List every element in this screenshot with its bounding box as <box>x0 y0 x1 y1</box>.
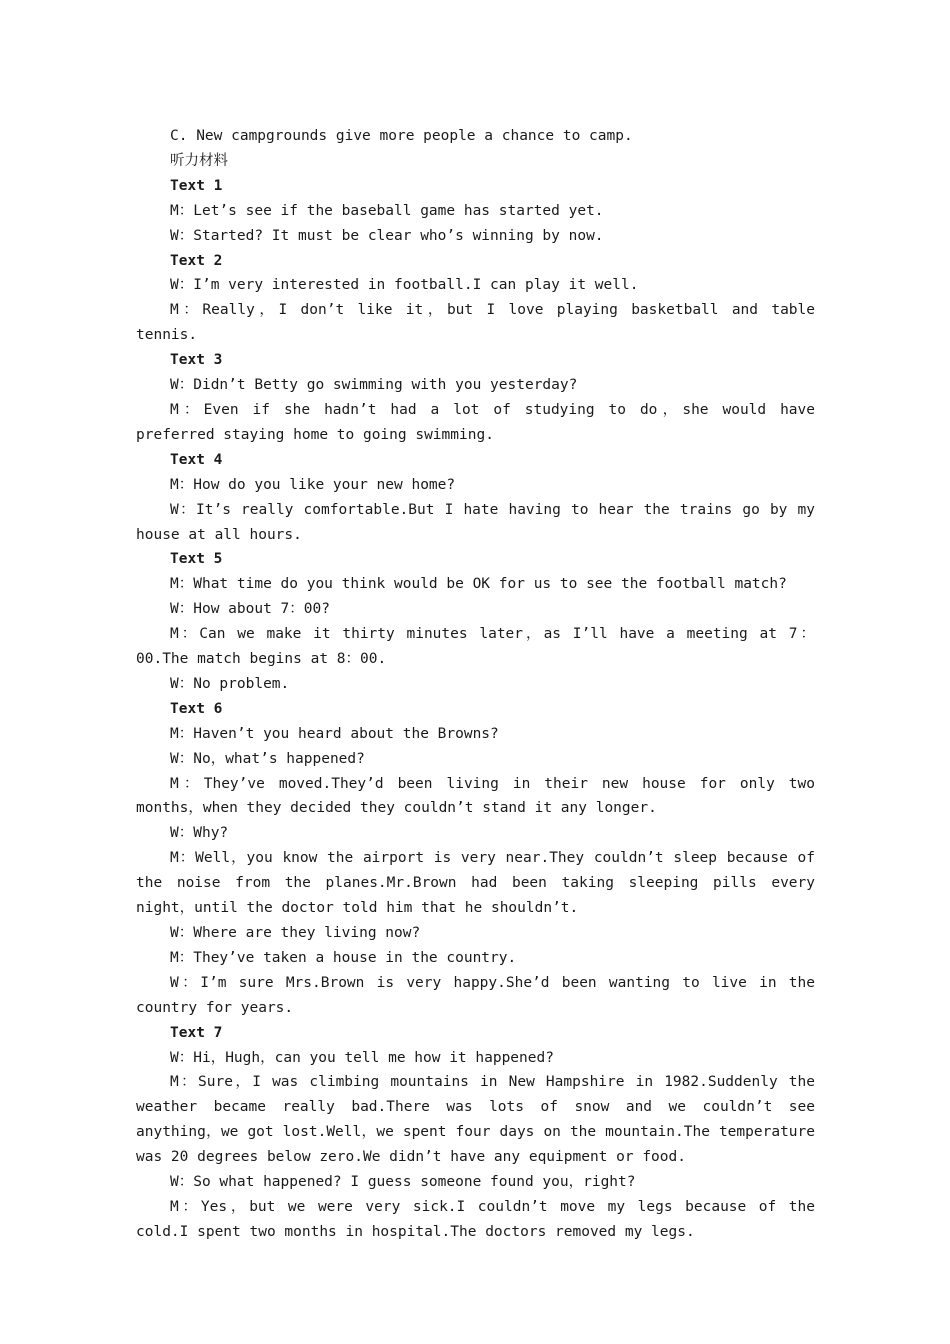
dialogue-line: M：They’ve taken a house in the country. <box>170 949 517 966</box>
dialogue-line: W：No，what’s happened? <box>170 750 365 767</box>
text-heading: Text 4 <box>170 451 223 468</box>
dialogue-line: W：How about 7：00? <box>170 601 330 618</box>
dialogue-line: M：How do you like your new home? <box>170 476 456 493</box>
text-heading: Text 5 <box>170 551 223 568</box>
dialogue-line: W：Didn’t Betty go swimming with you yesterday? <box>170 377 578 394</box>
text-heading: Text 6 <box>170 700 223 717</box>
answer-option-c: C. New campgrounds give more people a chance to camp. <box>170 128 633 144</box>
dialogue-line: W：So what happened? I guess someone found you，right? <box>170 1174 636 1191</box>
text-heading: Text 7 <box>170 1024 223 1041</box>
dialogue-line: M：Sure，I was climbing mountains in New Hampshire in 1982.Suddenly the weather became really bad.There was lots of snow and we couldn’t see anything，we got lost.Well，we spent four days on the mountain.The temperature was 20 degrees below zero.We didn’t have any equipment or food. <box>136 1074 815 1166</box>
dialogue-line: M：Can we make it thirty minutes later，as I’ll have a meeting at 7：00.The match begins at 8：00. <box>136 626 815 668</box>
text-heading: Text 2 <box>170 252 223 269</box>
dialogue-line: M：Well，you know the airport is very near.They couldn’t sleep because of the noise from the planes.Mr.Brown had been taking sleeping pills every night，until the doctor told him that he shouldn’t. <box>136 850 815 917</box>
text-heading: Text 1 <box>170 177 223 194</box>
document-page <box>136 124 815 1245</box>
dialogue-line: W：I’m sure Mrs.Brown is very happy.She’d been wanting to live in the country for years. <box>136 974 815 1016</box>
dialogue-line: W：No problem. <box>170 675 290 692</box>
dialogue-line: M：Yes，but we were very sick.I couldn’t move my legs because of the cold.I spent two months in hospital.The doctors removed my legs. <box>136 1198 815 1240</box>
dialogue-line: W：I’m very interested in football.I can play it well. <box>170 277 639 294</box>
section-title: 听力材料 <box>170 152 228 169</box>
dialogue-line: W：Where are they living now? <box>170 925 421 941</box>
dialogue-line: M：What time do you think would be OK for us to see the football match? <box>170 576 787 593</box>
dialogue-line: W：Why? <box>170 825 229 842</box>
dialogue-line: M：They’ve moved.They’d been living in their new house for only two months，when they decided they couldn’t stand it any longer. <box>136 775 815 817</box>
dialogue-line: M：Let’s see if the baseball game has started yet. <box>170 202 604 219</box>
dialogue-line: W：It’s really comfortable.But I hate having to hear the trains go by my house at all hours. <box>136 501 815 543</box>
dialogue-line: W：Started? It must be clear who’s winning by now. <box>170 227 604 244</box>
dialogue-line: M：Haven’t you heard about the Browns? <box>170 725 499 742</box>
dialogue-line: M：Even if she hadn’t had a lot of studying to do，she would have preferred staying home to going swimming. <box>136 401 815 443</box>
text-heading: Text 3 <box>170 352 223 369</box>
dialogue-line: M：Really，I don’t like it，but I love playing basketball and table tennis. <box>136 302 815 344</box>
dialogue-line: W：Hi，Hugh，can you tell me how it happened? <box>170 1049 554 1066</box>
